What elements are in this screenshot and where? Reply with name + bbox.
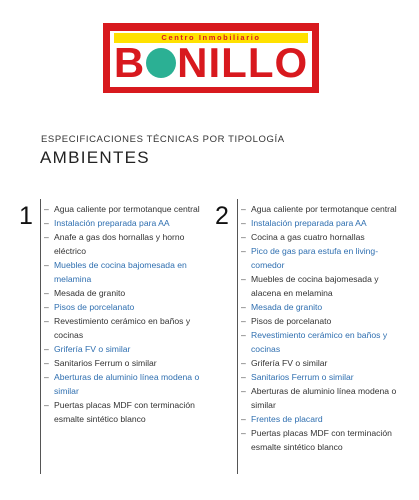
logo-word-start: B [113, 39, 146, 86]
spec-item: – Sanitarios Ferrum o similar [241, 370, 409, 384]
spec-item: – Puertas placas MDF con terminación esmalte sintético blanco [241, 426, 409, 454]
spec-item: – Pisos de porcelanato [241, 314, 409, 328]
typology-number-1: 1 [19, 202, 33, 230]
spec-item: – Aberturas de aluminio línea modena o similar [241, 384, 409, 412]
spec-item: – Grifería FV o similar [44, 342, 204, 356]
section-label: ESPECIFICACIONES TÉCNICAS POR TIPOLOGÍA [41, 134, 285, 145]
spec-item: – Cocina a gas cuatro hornallas [241, 230, 409, 244]
logo-panel [110, 31, 312, 87]
spec-item: – Revestimiento cerámico en baños y cocinas [241, 328, 409, 356]
spec-item: – Muebles de cocina bajomesada en melamina [44, 258, 204, 286]
spec-item: – Instalación preparada para AA [44, 216, 204, 230]
spec-item: – Revestimiento cerámico en baños y cocinas [44, 314, 204, 342]
spec-item: – Agua caliente por termotanque central [44, 202, 204, 216]
column-divider-1 [40, 199, 41, 474]
spec-list-1 [44, 202, 204, 426]
spec-item: – Agua caliente por termotanque central [241, 202, 409, 216]
company-logo [103, 23, 319, 93]
page-title: AMBIENTES [40, 148, 150, 167]
spec-item: – Pico de gas para estufa en living-comedor [241, 244, 409, 272]
typology-number-2: 2 [215, 202, 229, 230]
spec-list-2 [241, 202, 409, 454]
logo-circle-icon [146, 48, 176, 78]
spec-item: – Grifería FV o similar [241, 356, 409, 370]
spec-item: – Mesada de granito [44, 286, 204, 300]
spec-item: – Frentes de placard [241, 412, 409, 426]
logo-word-end: NILLO [177, 39, 309, 86]
spec-item: – Sanitarios Ferrum o similar [44, 356, 204, 370]
spec-item: – Mesada de granito [241, 300, 409, 314]
spec-item: – Pisos de porcelanato [44, 300, 204, 314]
spec-item: – Puertas placas MDF con terminación esmalte sintético blanco [44, 398, 204, 426]
logo-wordmark [110, 41, 312, 85]
column-divider-2 [237, 199, 238, 474]
logo-tagline: Centro Inmobiliario [114, 33, 308, 43]
spec-item: – Aberturas de aluminio línea modena o similar [44, 370, 204, 398]
spec-item: – Muebles de cocina bajomesada y alacena en melamina [241, 272, 409, 300]
spec-item: – Instalación preparada para AA [241, 216, 409, 230]
spec-item: – Anafe a gas dos hornallas y horno eléctrico [44, 230, 204, 258]
